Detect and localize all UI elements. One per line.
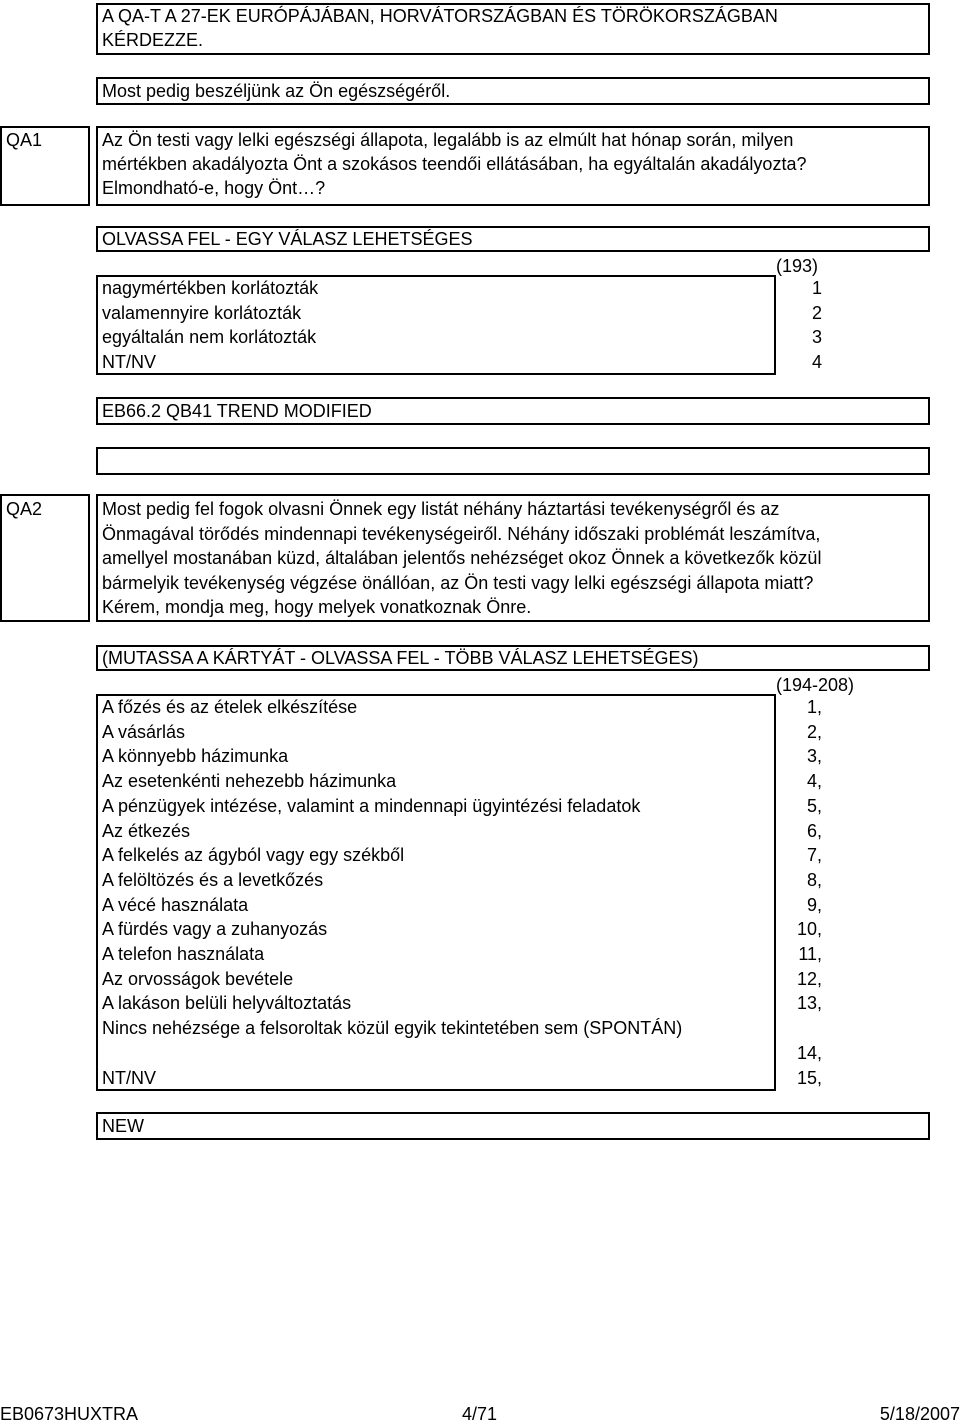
qa1-question-line-3: Elmondható-e, hogy Önt…? [102,178,326,198]
list-item: Nincs nehézsége a felsoroltak közül egyik tekintetében sem (SPONTÁN) [102,1018,683,1039]
option-code: 4 [811,352,822,373]
option-code: 15, [796,1067,822,1088]
qa2-question-line: Most pedig fel fogok olvasni Önnek egy listát néhány háztartási tevékenységről és az [102,499,780,519]
new-label: NEW [102,1116,144,1136]
list-item: NT/NV [102,1067,156,1088]
footer-page-number: 4/71 [462,1404,498,1424]
qa1-id: QA1 [6,130,43,150]
option-code: 6, [806,820,822,841]
list-item: Az orvosságok bevétele [102,968,294,989]
option-code: 7, [806,845,822,866]
qa2-question-line: amellyel mostanában küzd, általában jelentős nehézséget okoz Önnek a következők közül [102,548,822,568]
intro-line-2: KÉRDEZZE. [102,30,204,50]
list-item: A lakáson belüli helyváltoztatás [102,993,352,1014]
option-code: 3 [811,327,822,348]
footer-doc-id: EB0673HUXTRA [0,1404,139,1424]
qa2-question-line: bármelyik tevékenység végzése önállóan, az Ön testi vagy lelki egészségi állapota miatt? [102,572,814,593]
option-code: 11, [798,944,822,964]
list-item: egyáltalán nem korlátozták [102,327,317,348]
qa1-instruction: OLVASSA FEL - EGY VÁLASZ LEHETSÉGES [102,229,473,249]
option-code: 1, [806,697,822,717]
list-item: A könnyebb házimunka [102,746,289,767]
option-code: 1 [811,278,822,298]
qa1-column-code: (193) [776,256,819,276]
option-code: 13, [796,993,822,1014]
option-code: 14, [796,1042,822,1063]
list-item: A főzés és az ételek elkészítése [102,697,358,717]
empty-box [96,447,930,475]
option-code: 9, [806,894,822,915]
new-box [96,1112,930,1140]
qa2-id: QA2 [6,499,43,519]
list-item: Az esetenkénti nehezebb házimunka [102,771,397,792]
list-item: A felkelés az ágyból vagy egy székből [102,845,405,866]
qa2-question-line: Kérem, mondja meg, hogy melyek vonatkoznak Önre. [102,597,532,617]
list-item: A fürdés vagy a zuhanyozás [102,919,328,940]
option-code: 2, [806,721,822,742]
list-item: NT/NV [102,352,156,373]
option-code: 12, [796,968,822,989]
list-item: nagymértékben korlátozták [102,278,319,298]
option-code: 5, [806,795,822,816]
qa2-column-code: (194-208) [776,675,855,695]
intro-line-1: A QA-T A 27-EK EURÓPÁJÁBAN, HORVÁTORSZÁGBAN ÉS TÖRÖKORSZÁGBAN [102,6,778,26]
option-code: 4, [806,771,822,792]
option-code: 10, [796,919,822,940]
qa1-question-line-2: mértékben akadályozta Önt a szokásos teendői ellátásában, ha egyáltalán akadályozta? [102,154,807,174]
option-code: 3, [806,746,822,767]
list-item: A vásárlás [102,721,186,742]
list-item: A vécé használata [102,894,249,915]
health-intro-text: Most pedig beszéljünk az Ön egészségéről. [102,81,451,101]
qa2-instruction: (MUTASSA A KÁRTYÁT - OLVASSA FEL - TÖBB VÁLASZ LEHETSÉGES) [102,648,699,668]
qa2-question-line: Önmagával törődés mindennapi tevékenységeiről. Néhány időszaki problémát leszámítva, [102,523,821,544]
list-item: A felöltözés és a levetkőzés [102,869,324,890]
option-code: 2 [811,302,822,323]
list-item: Az étkezés [102,820,191,841]
qa1-trend: EB66.2 QB41 TREND MODIFIED [102,401,372,421]
list-item: valamennyire korlátozták [102,302,302,323]
option-code: 8, [806,869,822,890]
list-item: A pénzügyek intézése, valamint a mindennapi ügyintézési feladatok [102,795,641,816]
footer-date: 5/18/2007 [879,1404,960,1424]
qa1-question-line-1: Az Ön testi vagy lelki egészségi állapota, legalább is az elmúlt hat hónap során, milyen [102,130,794,150]
list-item: A telefon használata [102,944,265,964]
